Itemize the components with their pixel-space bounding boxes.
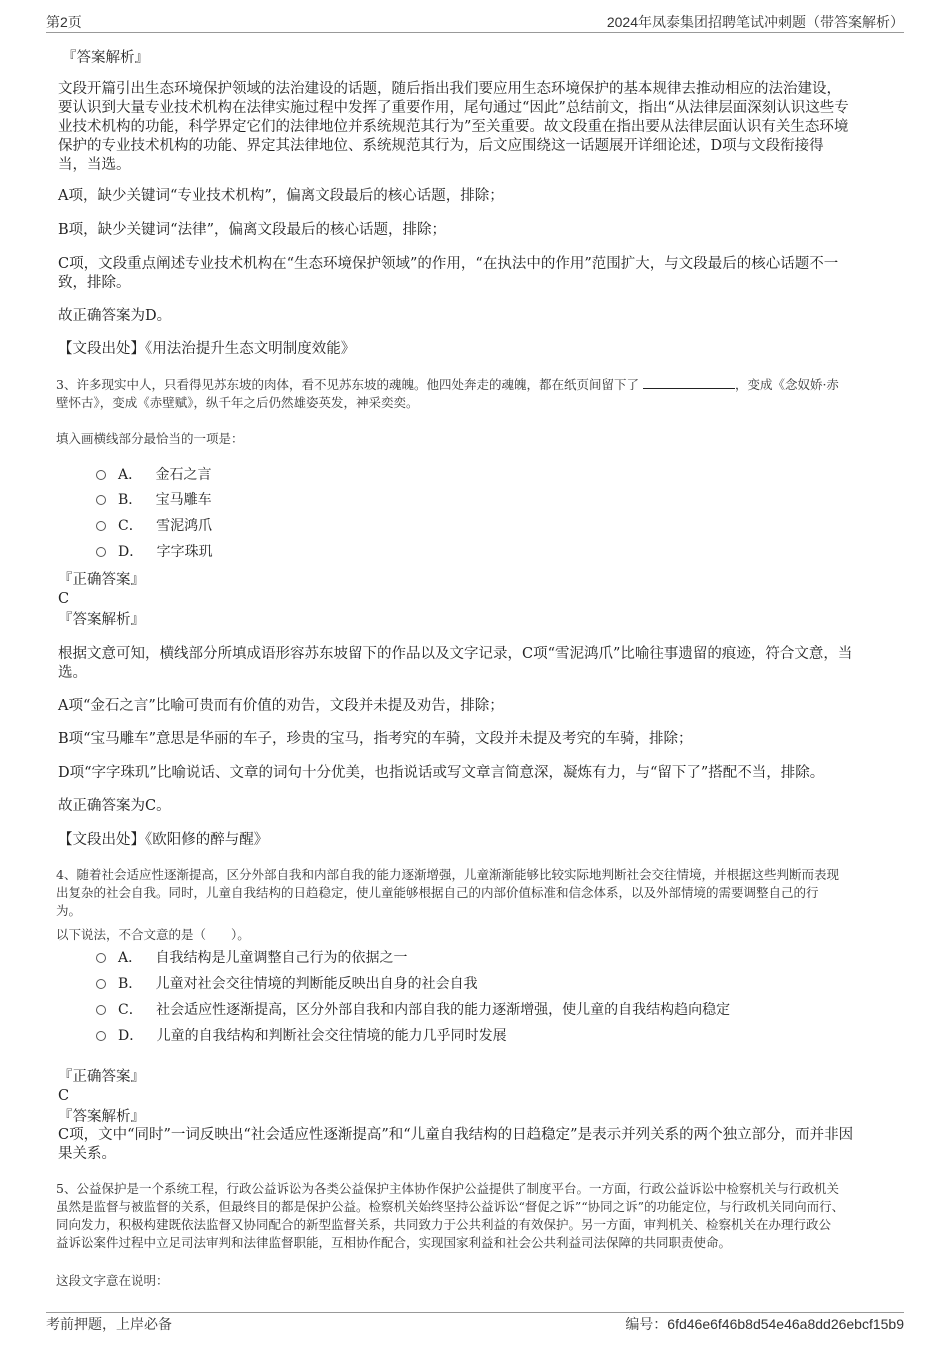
radio-icon[interactable] (96, 470, 106, 480)
document-title: 2024年凤泰集团招聘笔试冲刺题（带答案解析） (606, 14, 904, 30)
q5-prompt: 这段文字意在说明： (56, 1273, 169, 1288)
q3-option-b-analysis: B项“宝马雕车”意思是华丽的车子，珍贵的宝马，指考究的车骑，文段并未提及考究的车骑，排除； (58, 731, 693, 747)
radio-icon[interactable] (96, 547, 106, 557)
radio-icon[interactable] (96, 495, 106, 505)
q3-analysis: 根据文意可知，横线部分所填成语形容苏东坡留下的作品以及文字记录，C项“雪泥鸿爪”比喻往事遗留的痕迹，符合文意，当 选。 (58, 646, 853, 681)
radio-icon[interactable] (96, 979, 106, 989)
page-number: 第2页 (46, 14, 82, 30)
q3-option-d[interactable]: D． 字字珠玑 (96, 543, 213, 561)
q2-option-a-analysis: A项，缺少关键词“专业技术机构”，偏离文段最后的核心话题，排除； (58, 188, 504, 204)
q2-option-c-analysis: C项，文段重点阐述专业技术机构在“生态环境保护领域”的作用，“在执法中的作用”范围扩大，与文段最后的核心话题不一 致，排除。 (58, 256, 839, 291)
q4-option-d[interactable]: D． 儿童的自我结构和判断社会交往情境的能力几乎同时发展 (96, 1027, 507, 1045)
q2-source: 【文段出处】《用法治提升生态文明制度效能》 (58, 341, 356, 357)
q3-option-b[interactable]: B． 宝马雕车 (96, 491, 212, 509)
q3-answer: C (58, 591, 70, 607)
q4-stem: 4、随着社会适应性逐渐提高，区分外部自我和内部自我的能力逐渐增强，儿童渐渐能够比较实际地判断社会交往情境，并根据这些判断而表现 出复杂的社会自我。同时，儿童自我结构的日趋稳定，使儿童能够根据自己的内部价值标准和信念体系，以及外部情境的需要调整自己的行 为。 (56, 867, 839, 918)
q3-blank (643, 376, 735, 389)
q4-option-b[interactable]: B． 儿童对社会交往情境的判断能反映出自身的社会自我 (96, 975, 478, 993)
footer-divider (46, 1312, 904, 1313)
q3-source: 【文段出处】《欧阳修的醉与醒》 (58, 832, 269, 848)
q3-stem: 3、许多现实中人，只看得见苏东坡的肉体，看不见苏东坡的魂魄。他四处奔走的魂魄，都在纸页间留下了 ，变成《念奴娇·赤 壁怀古》，变成《赤壁赋》，纵千年之后仍然雄姿英发，神采奕奕。 (56, 377, 839, 410)
q3-option-d-analysis: D项“字字珠玑”比喻说话、文章的词句十分优美，也指说话或写文章言简意深，凝炼有力，与“留下了”搭配不当，排除。 (58, 765, 825, 781)
radio-icon[interactable] (96, 521, 106, 531)
q2-conclusion: 故正确答案为D。 (58, 308, 172, 324)
q3-analysis-label: 『答案解析』 (58, 612, 145, 628)
q3-answer-label: 『正确答案』 (58, 572, 145, 588)
q2-option-b-analysis: B项，缺少关键词“法律”，偏离文段最后的核心话题，排除； (58, 222, 446, 238)
q3-option-c[interactable]: C． 雪泥鸿爪 (96, 517, 212, 535)
q3-option-a[interactable]: A． 金石之言 (96, 466, 211, 484)
footer-code: 编号：6fd46e6f46b8d54e46a8dd26ebcf15b9 (625, 1316, 904, 1332)
q4-analysis-label: 『答案解析』 (58, 1109, 145, 1125)
q2-analysis-paragraph: 文段开篇引出生态环境保护领域的法治建设的话题，随后指出我们要应用生态环境保护的基本规律去推动相应的法治建设， 要认识到大量专业技术机构在法律实施过程中发挥了重要作用，尾句通过“因此”总结前文，指出“从法律层面深刻认识这些专 业技术机构的功能，科学界定它们的法律地位并系统规范其行为”至关重要。故文段重在指出要从法律层面认识有关生态环境 保护的专业技术机构的功能、界定其法律地位、系统规范其行为，后文应围绕这一话题展开详细论述，D项与文段衔接得 当，当选。 (58, 81, 849, 173)
radio-icon[interactable] (96, 1031, 106, 1041)
q3-conclusion: 故正确答案为C。 (58, 798, 171, 814)
header-divider (46, 32, 904, 33)
q3-prompt: 填入画横线部分最恰当的一项是： (56, 431, 244, 446)
q4-option-c[interactable]: C． 社会适应性逐渐提高，区分外部自我和内部自我的能力逐渐增强，使儿童的自我结构趋向稳定 (96, 1001, 730, 1019)
q2-analysis-label: 『答案解析』 (62, 50, 149, 66)
q4-prompt: 以下说法，不合文意的是（ ）。 (56, 927, 250, 942)
footer-slogan: 考前押题，上岸必备 (46, 1316, 172, 1332)
q4-answer-label: 『正确答案』 (58, 1069, 145, 1085)
radio-icon[interactable] (96, 1005, 106, 1015)
q4-option-a[interactable]: A． 自我结构是儿童调整自己行为的依据之一 (96, 949, 407, 967)
q4-analysis: C项，文中“同时”一词反映出“社会适应性逐渐提高”和“儿童自我结构的日趋稳定”是表示并列关系的两个独立部分，而并非因 果关系。 (58, 1127, 854, 1162)
radio-icon[interactable] (96, 953, 106, 963)
q5-stem: 5、公益保护是一个系统工程，行政公益诉讼为各类公益保护主体协作保护公益提供了制度平台。一方面，行政公益诉讼中检察机关与行政机关 虽然是监督与被监督的关系，但最终目的都是保护公益。检察机关始终坚持公益诉讼“督促之诉”“协同之诉”的功能定位，与行政机关同向而行、 同向发力，积极构建既依法监督又协同配合的新型监督关系，共同致力于公共利益的有效保护。另一方面，审判机关、检察机关在办理行政公 益诉讼案件过程中立足司法审判和法律监督职能，互相协作配合，实现国家利益和社会公共利益司法保障的共同职责使命。 (56, 1181, 845, 1250)
q3-option-a-analysis: A项“金石之言”比喻可贵而有价值的劝告，文段并未提及劝告，排除； (58, 698, 504, 714)
q4-answer: C (58, 1088, 70, 1104)
